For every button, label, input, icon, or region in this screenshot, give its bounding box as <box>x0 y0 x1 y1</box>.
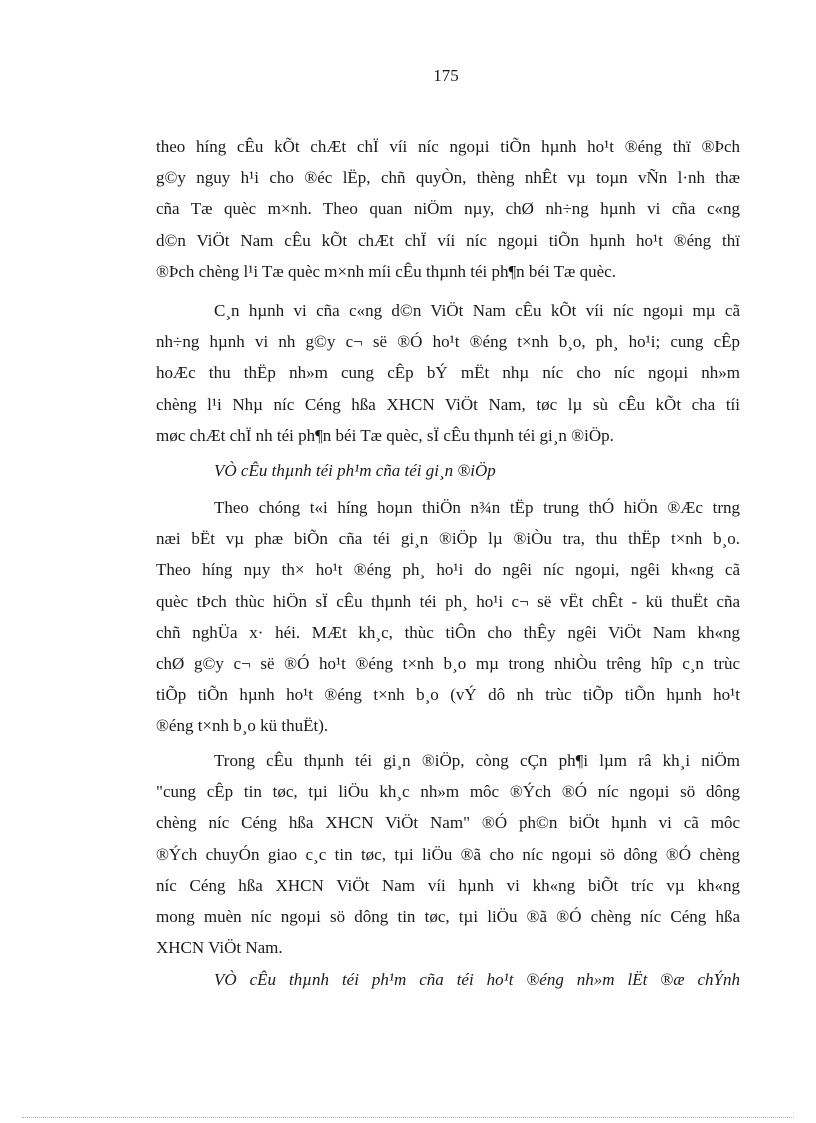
text-line: Theo chóng t«i híng hoµn thiÖn n¾n tËp trung thÓ hiÖn ®Æc trng <box>214 498 740 517</box>
text-line: mong muèn níc ngoµi sö dông tin tøc, tµi liÖu ®ã ®Ó chèng níc Céng hßa <box>156 906 740 926</box>
text-line: ®Ých chuyÓn giao c¸c tin tøc, tµi liÖu ®ã cho níc ngoµi sö dông ®Ó chèng <box>156 844 740 864</box>
paragraph-espionage-scope <box>156 295 740 451</box>
paragraph-definition <box>156 745 740 963</box>
paragraph-author-view <box>156 492 740 742</box>
text-line: Trong cÊu thµnh téi gi¸n ®iÖp, còng cÇn ph¶i lµm râ kh¸i niÖm <box>214 751 740 770</box>
text-line: chØ g©y c¬ së ®Ó ho¹t ®éng t×nh b¸o mµ trong nhiÒu trêng hîp c¸n trùc <box>156 653 740 673</box>
text-line: tiÕp tiÕn hµnh ho¹t ®éng t×nh b¸o (vÝ dô nh trùc tiÕp tiÕn hµnh ho¹t <box>156 685 740 705</box>
section-subheading: VÒ cÊu thµnh téi ph¹m cña téi gi¸n ®iÖp <box>214 461 496 480</box>
text-line: chñ nghÜa x· héi. MÆt kh¸c, thùc tiÔn cho thÊy ngêi ViÖt Nam kh«ng <box>156 622 740 642</box>
text-line: chèng l¹i Nhµ níc Céng hßa XHCN ViÖt Nam, tøc lµ sù cÊu kÕt cha tíi <box>156 394 740 414</box>
text-line: d©n ViÖt Nam cÊu kÕt chÆt chÏ víi níc ngoµi tiÕn hµnh ho¹t ®éng thï <box>156 230 740 250</box>
text-line: ®Þch chèng l¹i Tæ quèc m×nh míi cÊu thµnh téi ph¶n béi Tæ quèc. <box>156 261 616 281</box>
text-line: ®éng t×nh b¸o kü thuËt). <box>156 716 329 736</box>
text-line: chèng níc Céng hßa XHCN ViÖt Nam" ®Ó ph©n biÖt hµnh vi cã môc <box>156 813 740 833</box>
text-line: Theo híng nµy th× ho¹t ®éng ph¸ ho¹i do ngêi níc ngoµi, ngêi kh«ng cã <box>156 560 740 580</box>
text-line: hoÆc thu thËp nh»m cung cÊp bÝ mËt nhµ níc cho níc ngoµi nh»m <box>156 363 740 383</box>
text-line: møc chÆt chÏ nh téi ph¶n béi Tæ quèc, sÏ cÊu thµnh téi gi¸n ®iÖp. <box>156 425 614 445</box>
subheading-subversion <box>156 964 740 995</box>
section-subheading: VÒ cÊu thµnh téi ph¹m cña téi ho¹t ®éng nh»m lËt ®æ chÝnh <box>214 970 740 989</box>
page-bottom-rule <box>22 1117 794 1118</box>
text-line: nh÷ng hµnh vi nh g©y c¬ së ®Ó ho¹t ®éng t×nh b¸o, ph¸ ho¹i; cung cÊp <box>156 332 740 352</box>
text-line: g©y nguy h¹i cho ®éc lËp, chñ quyÒn, thèng nhÊt vµ toµn vÑn l·nh thæ <box>156 168 740 188</box>
text-line: "cung cÊp tin tøc, tµi liÖu kh¸c nh»m môc ®Ých ®Ó níc ngoµi sö dông <box>156 782 740 802</box>
paragraph-intro <box>156 131 740 287</box>
text-line: quèc tÞch thùc hiÖn sÏ cÊu thµnh téi ph¸ ho¹i c¬ së vËt chÊt - kü thuËt cña <box>156 591 740 611</box>
page-number: 175 <box>433 66 459 85</box>
text-line: næi bËt vµ phæ biÕn cña téi gi¸n ®iÖp lµ ®iÒu tra, thu thËp t×nh b¸o. <box>156 529 740 549</box>
text-line: C¸n hµnh vi cña c«ng d©n ViÖt Nam cÊu kÕt víi níc ngoµi mµ cã <box>214 301 740 320</box>
text-line: cña Tæ quèc m×nh. Theo quan niÖm nµy, chØ nh÷ng hµnh vi cña c«ng <box>156 199 740 219</box>
text-line: XHCN ViÖt Nam. <box>156 938 283 958</box>
text-line: níc Céng hßa XHCN ViÖt Nam víi hµnh vi kh«ng biÕt tríc vµ kh«ng <box>156 875 740 895</box>
subheading-espionage <box>156 455 740 486</box>
text-line: theo híng cÊu kÕt chÆt chÏ víi níc ngoµi tiÕn hµnh ho¹t ®éng thï ®Þch <box>156 137 740 156</box>
